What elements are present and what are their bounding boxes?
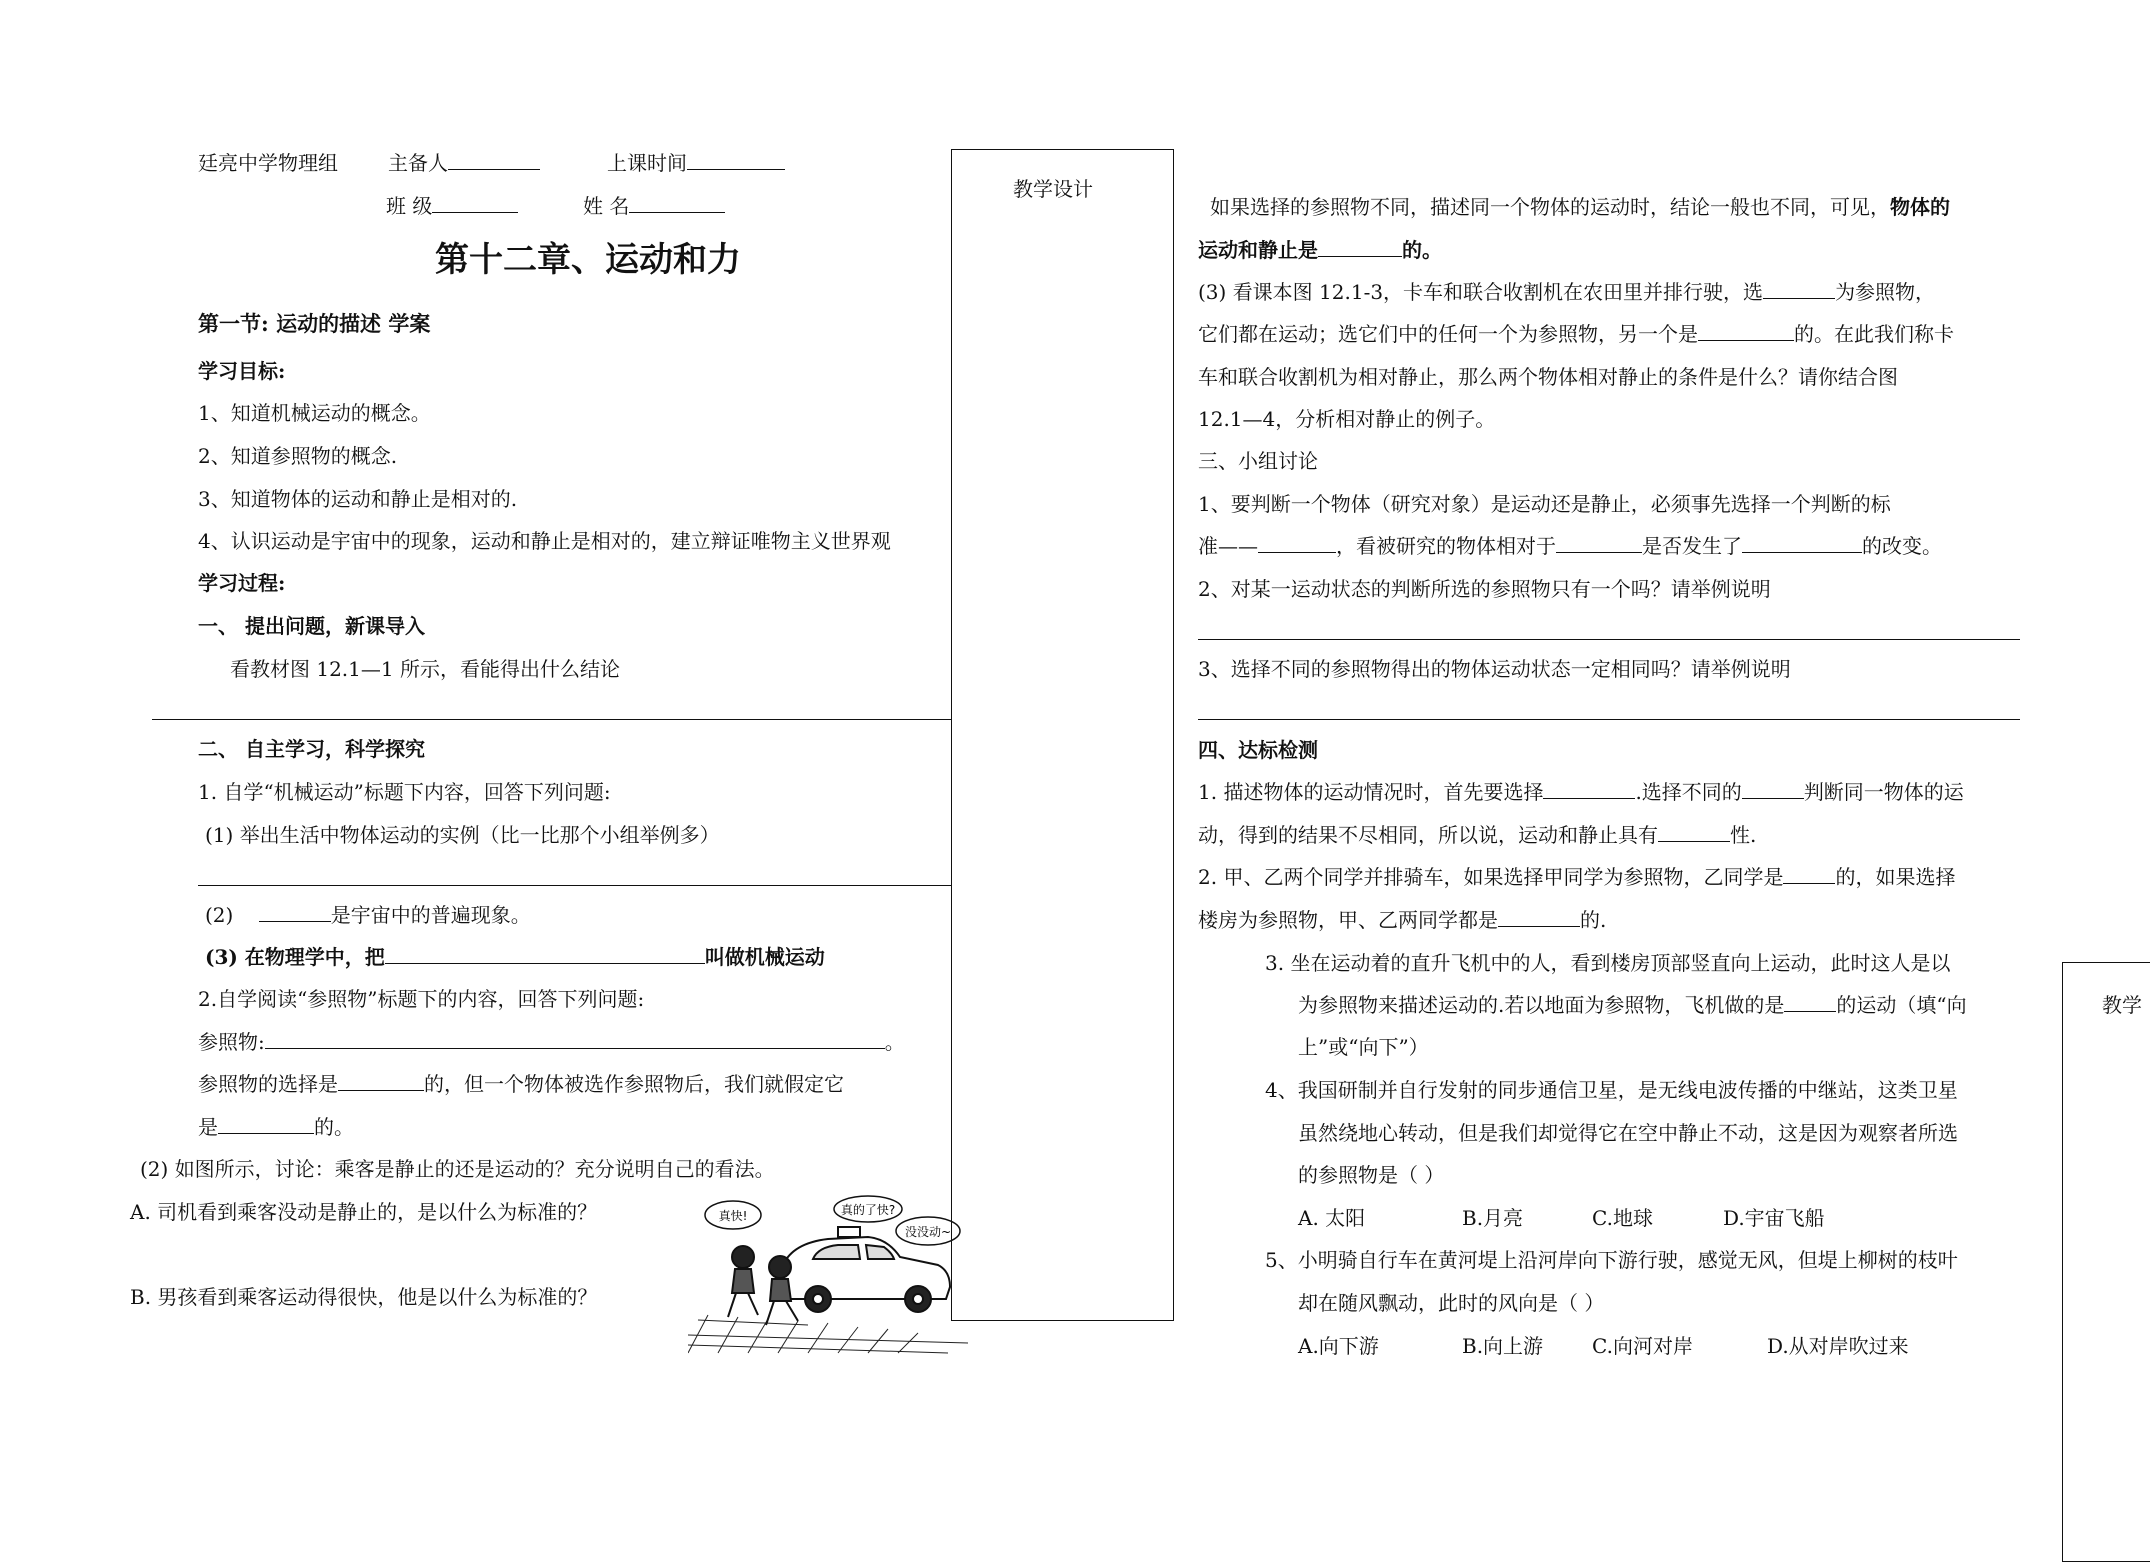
right-paragraph-2d: 12.1—4，分析相对静止的例子。 — [1198, 407, 1496, 431]
question-1-2: (2) 是宇宙中的普遍现象。 — [205, 903, 531, 927]
part4-heading: 四、达标检测 — [1198, 738, 1318, 762]
process-heading: 学习过程: — [198, 571, 286, 595]
check-3b: 为参照物来描述运动的.若以地面为参照物，飞机做的是 的运动（填“向 — [1298, 993, 1967, 1017]
part1-text: 看教材图 12.1—1 所示，看能得出什么结论 — [230, 657, 620, 681]
discussion-1: 1、要判断一个物体（研究对象）是运动还是静止，必须事先选择一个判断的标 — [1198, 492, 1891, 516]
discussion-1b: 准—— ，看被研究的物体相对于 是否发生了 的改变。 — [1198, 534, 1942, 558]
school-name: 廷亮中学物理组 — [198, 151, 338, 175]
option-d: D.宇宙飞船 — [1723, 1206, 1825, 1230]
answer-line — [1198, 719, 2020, 720]
objective-item: 3、知道物体的运动和静止是相对的. — [198, 487, 518, 511]
bubble-text: 没没动~ — [904, 1225, 952, 1239]
preparer-field: 主备人 — [388, 150, 540, 176]
option-b: B.向上游 — [1462, 1334, 1544, 1358]
question-2-2-a: A. 司机看到乘客没动是静止的，是以什么为标准的？ — [130, 1200, 598, 1224]
right-paragraph-2c: 车和联合收割机为相对静止，那么两个物体相对静止的条件是什么？请你结合图 — [1198, 365, 1898, 389]
option-b: B.月亮 — [1462, 1206, 1524, 1230]
reference-definition: 参照物: 。 — [198, 1030, 905, 1054]
teaching-design-box-partial — [2062, 962, 2150, 1562]
check-2: 2. 甲、乙两个同学并排骑车，如果选择甲同学为参照物，乙同学是 的，如果选择 — [1198, 865, 1956, 889]
question-1-1: (1) 举出生活中物体运动的实例（比一比那个小组举例多） — [205, 823, 720, 847]
discussion-3: 3、选择不同的参照物得出的物体运动状态一定相同吗？请举例说明 — [1198, 657, 1791, 681]
answer-line — [1198, 639, 2020, 640]
question-2-2-b: B. 男孩看到乘客运动得很快，他是以什么为标准的？ — [130, 1285, 598, 1309]
section-title: 第一节: 运动的描述 学案 — [198, 311, 431, 336]
objective-item: 1、知道机械运动的概念。 — [198, 401, 431, 425]
right-paragraph-1b: 运动和静止是 的。 — [1198, 238, 1442, 262]
divider — [152, 719, 952, 720]
check-4: 4、我国研制并自行发射的同步通信卫星，是无线电波传播的中继站，这类卫星 — [1265, 1078, 1958, 1102]
option-c: C.向河对岸 — [1592, 1334, 1693, 1358]
discussion-2: 2、对某一运动状态的判断所选的参照物只有一个吗？请举例说明 — [1198, 577, 1771, 601]
check-1: 1. 描述物体的运动情况时，首先要选择 .选择不同的 判断同一物体的运 — [1198, 780, 1964, 804]
bubble-text: 真快! — [718, 1209, 748, 1223]
check-4b: 虽然绕地心转动，但是我们却觉得它在空中静止不动，这是因为观察者所选 — [1298, 1121, 1958, 1145]
teaching-design-label-partial: 教学 — [2102, 993, 2142, 1017]
check-1b: 动，得到的结果不尽相同，所以说，运动和静止具有 性. — [1198, 823, 1757, 847]
reference-choice: 参照物的选择是 的，但一个物体被选作参照物后，我们就假定它 — [198, 1072, 844, 1096]
right-paragraph-1: 如果选择的参照物不同，描述同一个物体的运动时，结论一般也不同，可见，物体的 — [1210, 195, 1950, 219]
student-name-field: 姓 名 — [583, 193, 725, 219]
taxi-cartoon-illustration — [688, 1195, 968, 1355]
question-2: 2.自学阅读“参照物”标题下的内容，回答下列问题: — [198, 987, 645, 1011]
teaching-design-box — [951, 149, 1174, 1321]
objective-item: 4、认识运动是宇宙中的现象，运动和静止是相对的，建立辩证唯物主义世界观 — [198, 529, 891, 553]
part1-heading: 一、 提出问题，新课导入 — [198, 614, 425, 638]
question-1-3: (3) 在物理学中，把 叫做机械运动 — [205, 945, 825, 969]
check-5: 5、小明骑自行车在黄河堤上沿河岸向下游行驶，感觉无风，但堤上柳树的枝叶 — [1265, 1248, 1958, 1272]
bubble-text: 真的了快? — [840, 1203, 896, 1217]
check-3: 3. 坐在运动着的直升飞机中的人，看到楼房顶部竖直向上运动，此时这人是以 — [1265, 951, 1951, 975]
check-3c: 上”或“向下”） — [1298, 1035, 1429, 1059]
check-5b: 却在随风飘动，此时的风向是（ ） — [1298, 1291, 1605, 1315]
part3-heading: 三、小组讨论 — [1198, 449, 1318, 473]
objectives-heading: 学习目标: — [198, 359, 286, 383]
objective-item: 2、知道参照物的概念. — [198, 444, 398, 468]
right-paragraph-2b: 它们都在运动；选它们中的任何一个为参照物，另一个是 的。在此我们称卡 — [1198, 322, 1954, 346]
teaching-design-label: 教学设计 — [1013, 177, 1093, 201]
class-time-field: 上课时间 — [607, 150, 785, 176]
option-a: A.向下游 — [1298, 1334, 1379, 1358]
question-1: 1. 自学“机械运动”标题下内容，回答下列问题: — [198, 780, 611, 804]
chapter-title: 第十二章、运动和力 — [435, 240, 741, 280]
check-2b: 楼房为参照物，甲、乙两同学都是 的. — [1198, 908, 1607, 932]
option-a: A. 太阳 — [1298, 1206, 1366, 1230]
part2-heading: 二、 自主学习，科学探究 — [198, 737, 425, 761]
reference-choice-2: 是 的。 — [198, 1115, 354, 1139]
option-d: D.从对岸吹过来 — [1767, 1334, 1909, 1358]
option-c: C.地球 — [1592, 1206, 1653, 1230]
class-field: 班 级 — [386, 193, 518, 219]
question-2-2: (2) 如图所示，讨论：乘客是静止的还是运动的？充分说明自己的看法。 — [140, 1157, 775, 1181]
check-4c: 的参照物是（ ） — [1298, 1163, 1445, 1187]
right-paragraph-2: (3) 看课本图 12.1-3，卡车和联合收割机在农田里并排行驶，选 为参照物， — [1198, 280, 1936, 304]
answer-line — [198, 885, 952, 886]
